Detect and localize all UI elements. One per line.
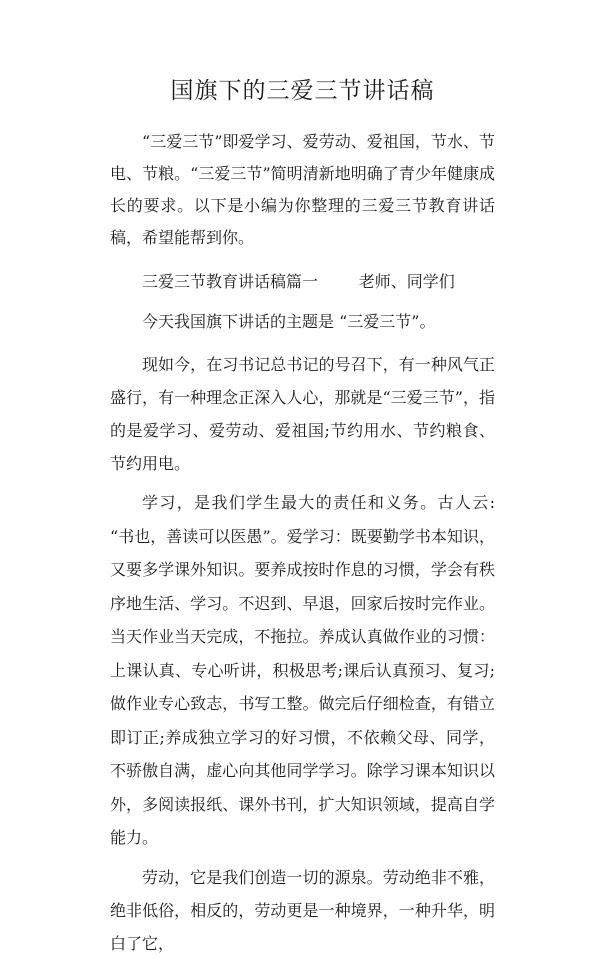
current-trend-paragraph: 现如今，在习书记总书记的号召下，有一种风气正盛行，有一种理念正深入人心，那就是“三爱三节”，指的是爱学习、爱劳动、爱祖国;节约用水、节约粮食、节约用电。 <box>110 355 495 473</box>
theme-paragraph: 今天我国旗下讲话的主题是 “三爱三节”。 <box>142 312 436 331</box>
document-title: 国旗下的三爱三节讲话稿 <box>170 78 435 104</box>
labor-paragraph: 劳动，它是我们创造一切的源泉。劳动绝非不雅，绝非低俗，相反的，劳动更是一种境界，一种升华，明白了它， <box>110 867 495 953</box>
study-paragraph: 学习，是我们学生最大的责任和义务。古人云: “书也，善读可以医愚”。爱学习：既要勤学书本知识，又要多学课外知识。要养成按时作息的习惯，学会有秩序地生活、学习。不迟到、早退，回家后按时完作业。当天作业当天完成，不拖拉。养成认真做作业的习惯：上课认真、专心听讲，积极思考;课后认真预习、复习;做作业专心致志，书写工整。做完后仔细检查，有错立即订正;养成独立学习的好习惯，不依赖父母、同学，不骄傲自满，虚心向其他同学学习。除学习课本知识以外，多阅读报纸、课外书刊，扩大知识领域，提高自学能力。 <box>110 493 495 847</box>
intro-paragraph: “三爱三节”即爱学习、爱劳动、爱祖国，节水、节电、节粮。“三爱三节”简明清新地明确了青少年健康成长的要求。以下是小编为你整理的三爱三节教育讲话稿，希望能帮到你。 <box>110 132 495 247</box>
section-heading-line: 三爱三节教育讲话稿篇一 老师、同学们 <box>142 272 455 291</box>
